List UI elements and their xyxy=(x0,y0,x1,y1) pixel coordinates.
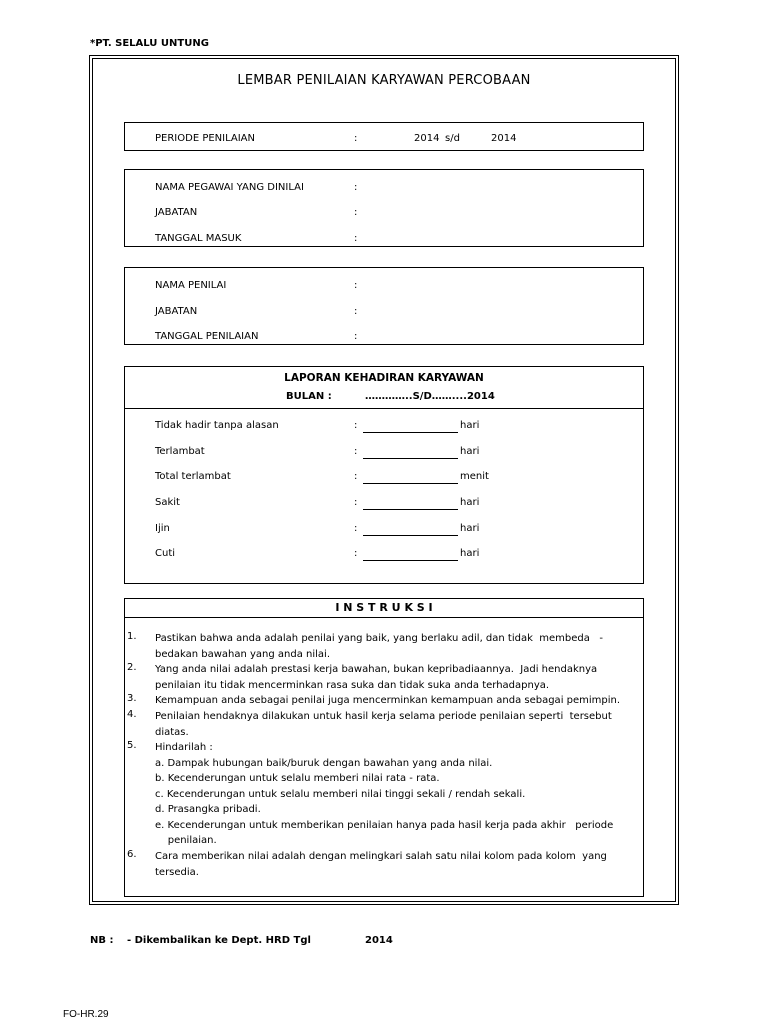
instruksi-line: Yang anda nilai adalah prestasi kerja bawahan, bukan kepribadiaannya. Jadi hendaknya xyxy=(155,664,598,675)
footer-year: 2014 xyxy=(365,935,393,946)
instruksi-line: penilaian itu tidak mencerminkan rasa suka dan tidak suka anda terhadapnya. xyxy=(155,679,550,691)
pegawai-tanggal-colon: : xyxy=(354,233,358,244)
kehadiran-row xyxy=(125,446,643,462)
pegawai-name-colon: : xyxy=(354,182,358,193)
sakit-field[interactable] xyxy=(363,497,458,510)
penilai-name-colon: : xyxy=(354,280,358,291)
kehadiran-row-colon: : xyxy=(354,420,358,431)
kehadiran-row xyxy=(125,548,643,564)
instruksi-line: Cara memberikan nilai adalah dengan melingkari salah satu nilai kolom pada kolom yang xyxy=(155,851,607,862)
instruksi-line: d. Prasangka pribadi. xyxy=(155,804,261,815)
instruksi-line: Kemampuan anda sebagai penilai juga mencerminkan kemampuan anda sebagai pemimpin. xyxy=(155,695,621,706)
penilai-tanggal-label: TANGGAL PENILAIAN xyxy=(155,331,259,342)
instruksi-line: c. Kecenderungan untuk selalu memberi nilai tinggi sekali / rendah sekali. xyxy=(155,788,526,800)
kehadiran-row xyxy=(125,497,643,513)
company-name: *PT. SELALU UNTUNG xyxy=(90,38,209,49)
penilai-box xyxy=(124,267,644,345)
kehadiran-row-label: Terlambat xyxy=(155,446,205,457)
cuti-field[interactable] xyxy=(363,548,458,561)
kehadiran-row-unit: hari xyxy=(460,497,480,508)
pegawai-name-label: NAMA PEGAWAI YANG DINILAI xyxy=(155,182,304,193)
instruksi-line: bedakan bawahan yang anda nilai. xyxy=(155,648,331,660)
pegawai-box xyxy=(124,169,644,247)
footer-return-note: - Dikembalikan ke Dept. HRD Tgl xyxy=(127,935,311,946)
instruksi-line: diatas. xyxy=(155,726,189,738)
kehadiran-divider xyxy=(125,408,643,409)
ijin-field[interactable] xyxy=(363,523,458,536)
kehadiran-row-colon: : xyxy=(354,523,358,534)
instruksi-number: 2. xyxy=(127,662,137,673)
instruksi-number: 3. xyxy=(127,693,137,704)
periode-sd: s/d xyxy=(445,133,460,144)
instruksi-line: a. Dampak hubungan baik/buruk dengan bawahan yang anda nilai. xyxy=(155,757,493,769)
kehadiran-row-label: Sakit xyxy=(155,497,180,508)
kehadiran-row-colon: : xyxy=(354,548,358,559)
kehadiran-row-unit: hari xyxy=(460,420,480,431)
kehadiran-row-colon: : xyxy=(354,497,358,508)
periode-year-start[interactable]: 2014 xyxy=(414,133,440,144)
instruksi-line: b. Kecenderungan untuk selalu memberi nilai rata - rata. xyxy=(155,773,440,784)
instruksi-box xyxy=(124,598,644,897)
tidak-hadir-field[interactable] xyxy=(363,420,458,433)
periode-box xyxy=(124,122,644,151)
footer-nb: NB : xyxy=(90,935,114,946)
bulan-value[interactable]: …………..S/D……....2014 xyxy=(365,391,495,402)
instruksi-number: 4. xyxy=(127,709,137,720)
instruksi-line: e. Kecenderungan untuk memberikan penilaian hanya pada hasil kerja pada akhir periode xyxy=(155,819,614,831)
instruksi-line: Pastikan bahwa anda adalah penilai yang baik, yang berlaku adil, dan tidak membeda - xyxy=(155,633,604,644)
pegawai-jabatan-label: JABATAN xyxy=(155,207,198,218)
instruksi-title: I N S T R U K S I xyxy=(335,601,433,614)
kehadiran-row-colon: : xyxy=(354,446,358,457)
instruksi-line: Hindarilah : xyxy=(155,742,213,753)
total-terlambat-field[interactable] xyxy=(363,471,458,484)
kehadiran-row-unit: menit xyxy=(460,471,489,482)
kehadiran-row-colon: : xyxy=(354,471,358,482)
periode-year-end[interactable]: 2014 xyxy=(491,133,517,144)
instruksi-number: 1. xyxy=(127,631,137,642)
kehadiran-title: LAPORAN KEHADIRAN KARYAWAN xyxy=(284,372,484,384)
form-title: LEMBAR PENILAIAN KARYAWAN PERCOBAAN xyxy=(237,73,531,88)
instruksi-number: 5. xyxy=(127,740,137,751)
instruksi-line: tersedia. xyxy=(155,866,199,878)
penilai-name-label: NAMA PENILAI xyxy=(155,280,227,291)
kehadiran-row xyxy=(125,471,643,487)
instruksi-number: 6. xyxy=(127,849,137,860)
kehadiran-row xyxy=(125,523,643,539)
instruksi-line: penilaian. xyxy=(155,835,217,846)
terlambat-field[interactable] xyxy=(363,446,458,459)
kehadiran-row xyxy=(125,420,643,436)
pegawai-tanggal-label: TANGGAL MASUK xyxy=(155,233,242,244)
kehadiran-row-unit: hari xyxy=(460,523,480,534)
kehadiran-box xyxy=(124,366,644,584)
periode-colon: : xyxy=(354,133,358,144)
instruksi-divider xyxy=(125,617,643,618)
instruksi-line: Penilaian hendaknya dilakukan untuk hasil kerja selama periode penilaian seperti tersebut xyxy=(155,711,612,722)
bulan-label: BULAN : xyxy=(286,391,332,402)
penilai-jabatan-colon: : xyxy=(354,306,358,317)
kehadiran-row-label: Ijin xyxy=(155,523,170,534)
kehadiran-row-unit: hari xyxy=(460,446,480,457)
penilai-tanggal-colon: : xyxy=(354,331,358,342)
periode-label: PERIODE PENILAIAN xyxy=(155,133,256,144)
kehadiran-row-label: Tidak hadir tanpa alasan xyxy=(155,420,279,431)
kehadiran-row-label: Cuti xyxy=(155,548,176,559)
pegawai-jabatan-colon: : xyxy=(354,207,358,218)
form-code: FO-HR.29 xyxy=(63,1009,109,1020)
kehadiran-row-unit: hari xyxy=(460,548,480,559)
penilai-jabatan-label: JABATAN xyxy=(155,306,198,317)
kehadiran-row-label: Total terlambat xyxy=(155,471,231,482)
